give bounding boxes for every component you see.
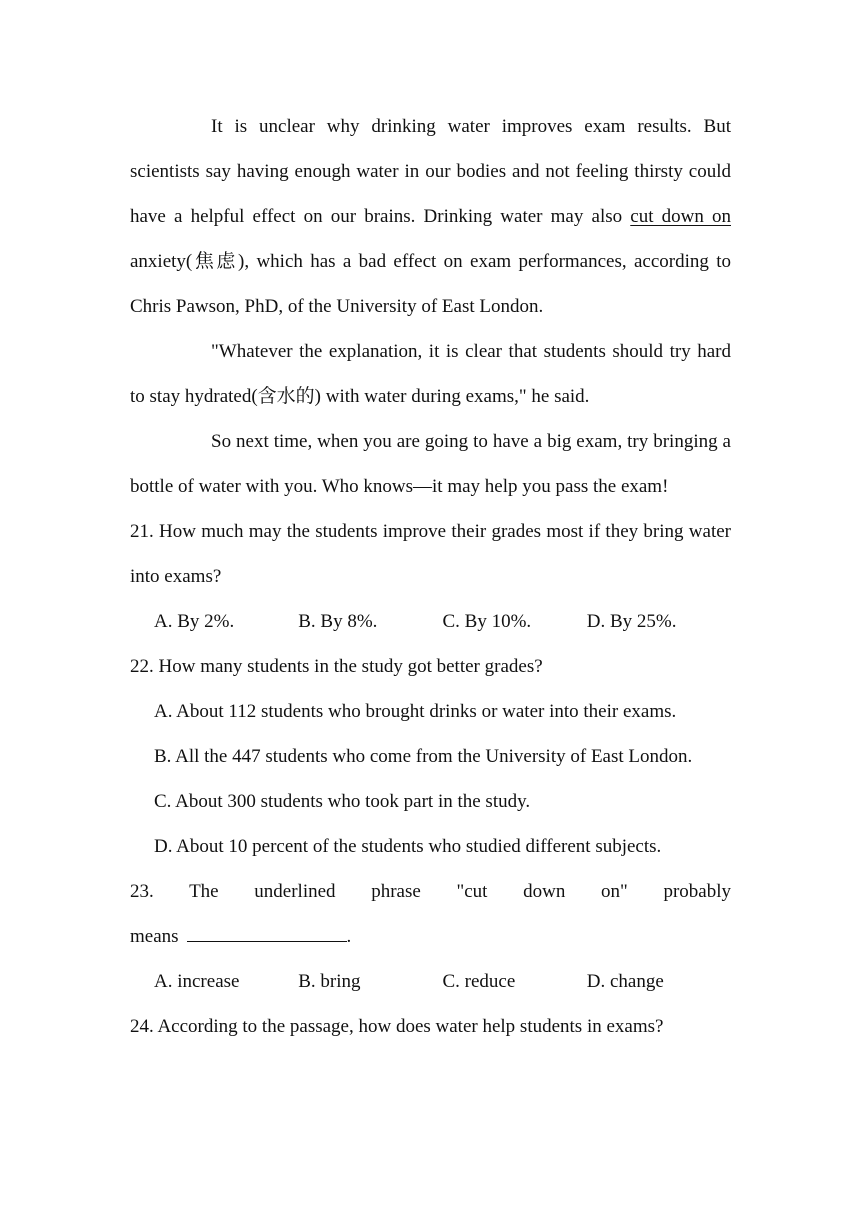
passage-text: It is unclear why drinking water improves exam results. But scientists say having enough water in our bodies and not feeling thirsty could have a helpful effect on our brains. Drinking water may also — [130, 116, 731, 227]
option-c: C. By 10%. — [442, 611, 532, 632]
question-21-options — [130, 599, 731, 644]
question-23-options — [130, 959, 731, 1004]
option-c: C. reduce — [442, 971, 516, 992]
option-d: D. change — [586, 971, 664, 992]
option-b: B. bring — [298, 971, 361, 992]
passage-paragraph-2: "Whatever the explanation, it is clear that students should try hard to stay hydrated(含水的) with water during exams," he said. — [130, 341, 731, 407]
passage-text: anxiety(焦虑), which has a bad effect on exam performances, according to Chris Pawson, PhD, of the University of East London. — [130, 251, 731, 317]
answer-blank — [187, 923, 347, 942]
question-23-stem: 23. The underlined phrase "cut down on" probably — [130, 881, 731, 902]
question-21-stem: 21. How much may the students improve their grades most if they bring water into exams? — [130, 521, 731, 587]
passage-paragraph-1 — [130, 104, 731, 329]
option-a: A. By 2%. — [154, 611, 235, 632]
passage-paragraph-3: So next time, when you are going to have a big exam, try bringing a bottle of water with you. Who knows—it may help you pass the exam! — [130, 431, 731, 497]
option-d: D. By 25%. — [586, 611, 677, 632]
document-page — [130, 104, 731, 1049]
question-24-stem: 24. According to the passage, how does water help students in exams? — [130, 1016, 664, 1037]
option-c: C. About 300 students who took part in the study. — [154, 791, 531, 812]
option-a: A. increase — [154, 971, 240, 992]
option-a: A. About 112 students who brought drinks or water into their exams. — [154, 701, 677, 722]
question-22-stem: 22. How many students in the study got better grades? — [130, 656, 543, 677]
option-b: B. By 8%. — [298, 611, 378, 632]
option-d: D. About 10 percent of the students who studied different subjects. — [154, 836, 662, 857]
stem-text: means — [130, 926, 179, 947]
option-b: B. All the 447 students who come from the University of East London. — [154, 746, 693, 767]
question-23-stem-end — [130, 914, 731, 959]
underlined-phrase: cut down on — [630, 206, 731, 227]
stem-period: . — [346, 926, 352, 947]
